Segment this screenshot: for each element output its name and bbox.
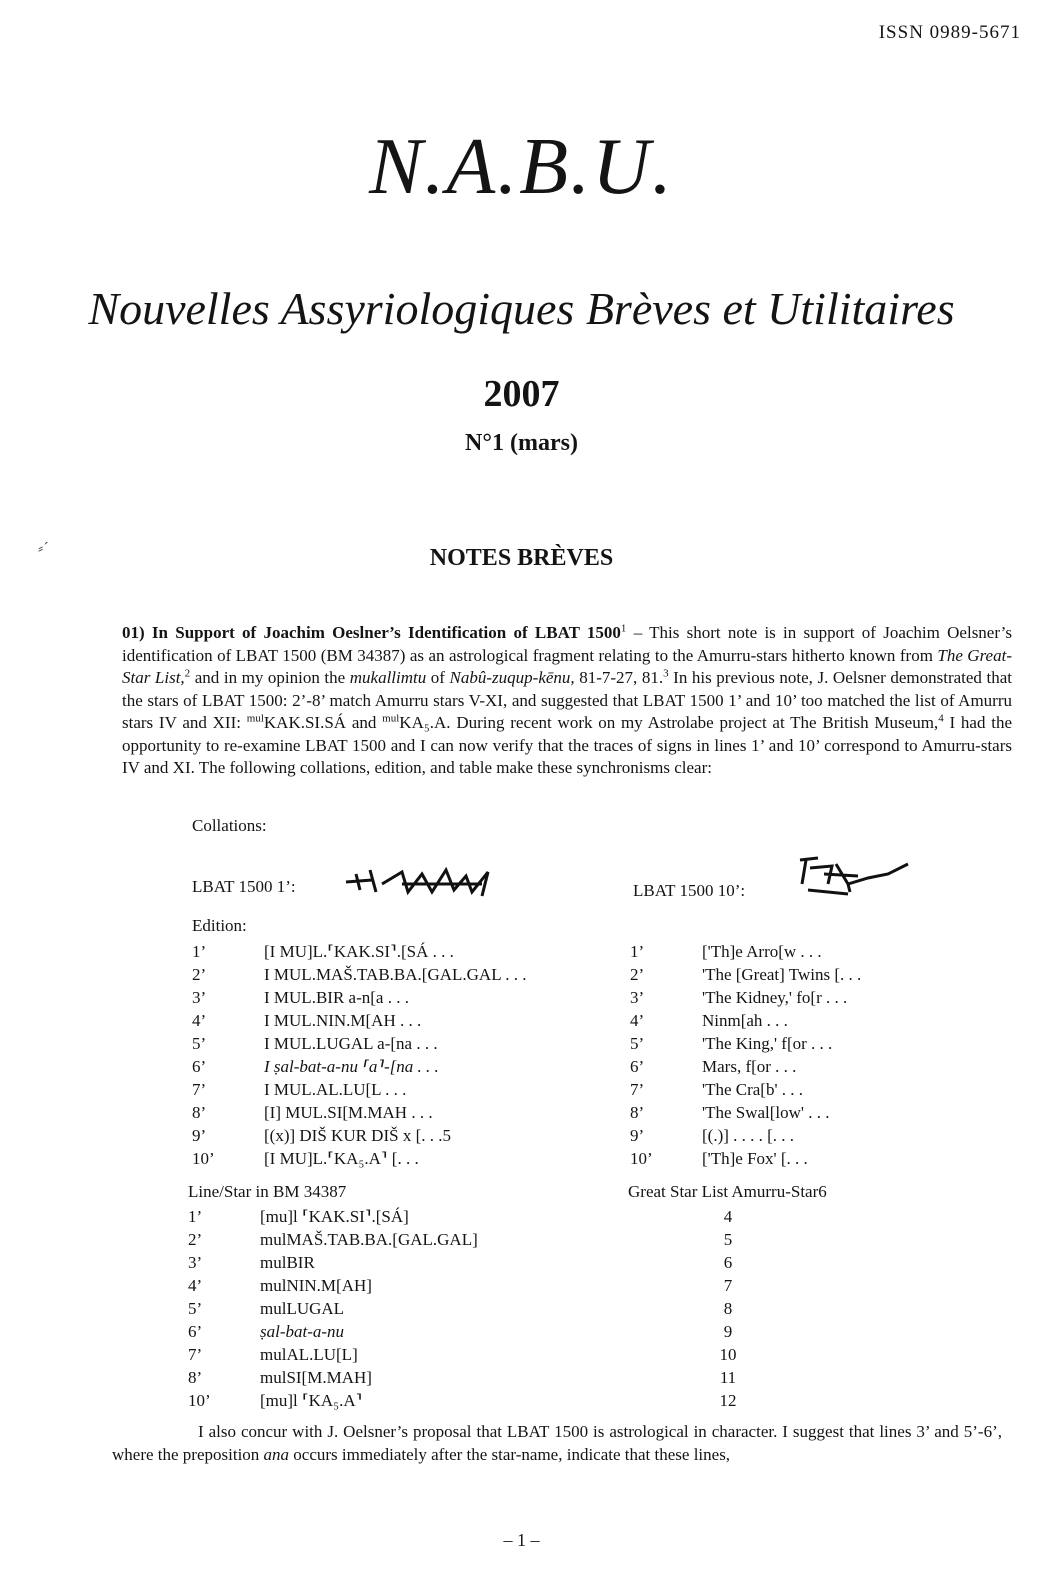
amurru-number: 11 bbox=[719, 1368, 737, 1387]
amurru-number: 9 bbox=[723, 1322, 733, 1341]
table-row bbox=[188, 1320, 478, 1343]
line-text: [(x)] DIŠ KUR DIŠ x [. . .5 bbox=[264, 1126, 451, 1145]
star-name: [mu]l ⸢KA₅.A⸣ bbox=[260, 1391, 363, 1410]
list-item bbox=[192, 1009, 526, 1032]
list-item bbox=[192, 940, 526, 963]
line-number: 6’ bbox=[188, 1322, 203, 1341]
text: and in my opinion the bbox=[190, 668, 350, 687]
star-name: mulSI[M.MAH] bbox=[260, 1368, 372, 1387]
line-number: 5’ bbox=[630, 1034, 645, 1053]
line-number: 3’ bbox=[188, 1253, 203, 1272]
table-left-header: Line/Star in BM 34387 bbox=[188, 1182, 347, 1201]
line-number: 2’ bbox=[188, 1230, 203, 1249]
list-item bbox=[192, 1147, 526, 1170]
edition-transliteration bbox=[192, 940, 526, 1170]
name-nabu: Nabû-zuqup-kēnu, bbox=[449, 668, 575, 687]
line-text: [I MU]L.⸢KA₅.A⸣ [. . . bbox=[264, 1149, 419, 1168]
edition-translation bbox=[630, 940, 861, 1170]
footnote-1: 1 bbox=[620, 622, 627, 635]
line-number: 5’ bbox=[192, 1034, 207, 1053]
line-number: 2’ bbox=[630, 965, 645, 984]
amurru-number: 12 bbox=[719, 1391, 737, 1410]
text: KA₅.A. During recent work on my Astrolabe project at The British Museum, bbox=[399, 713, 939, 732]
star-table-left bbox=[188, 1205, 478, 1412]
list-item bbox=[630, 1032, 861, 1055]
star-name: [mu]l ⸢KAK.SI⸣.[SÁ] bbox=[260, 1207, 409, 1226]
list-item bbox=[630, 1055, 861, 1078]
table-row bbox=[700, 1389, 756, 1412]
amurru-number: 10 bbox=[719, 1345, 737, 1364]
star-name: ṣal-bat-a-nu bbox=[260, 1322, 345, 1341]
issn-number: ISSN 0989-5671 bbox=[878, 22, 1021, 43]
line-number: 4’ bbox=[192, 1011, 207, 1030]
line-number: 8’ bbox=[630, 1103, 645, 1122]
line-text: I MUL.LUGAL a-[na . . . bbox=[264, 1034, 438, 1053]
line-text: 'The Swal[low' . . . bbox=[702, 1103, 830, 1122]
line-number: 3’ bbox=[630, 988, 645, 1007]
table-row bbox=[700, 1274, 756, 1297]
text: I had the opportunity to re-examine LBAT 1500 and I can now verify that the traces of signs in lines 1’ and 10’ correspond to Amurru-stars IV and XI. The following collations, edition, and table make these synchronisms clear: bbox=[122, 713, 1012, 777]
margin-mark: ⸗ˊ bbox=[38, 540, 49, 557]
amurru-number: 4 bbox=[723, 1207, 733, 1226]
list-item bbox=[630, 1101, 861, 1124]
table-row bbox=[700, 1366, 756, 1389]
line-number: 1’ bbox=[630, 942, 645, 961]
journal-subtitle: Nouvelles Assyriologiques Brèves et Utilitaires bbox=[88, 283, 955, 334]
table-row bbox=[188, 1274, 478, 1297]
star-name: mulMAŠ.TAB.BA.[GAL.GAL] bbox=[260, 1230, 478, 1249]
line-text: ['Th]e Arro[w . . . bbox=[702, 942, 822, 961]
line-text: I MUL.MAŠ.TAB.BA.[GAL.GAL . . . bbox=[264, 965, 527, 984]
line-number: 8’ bbox=[188, 1368, 203, 1387]
table-row bbox=[700, 1251, 756, 1274]
table-row bbox=[700, 1205, 756, 1228]
list-item bbox=[192, 1101, 526, 1124]
determinative: mul bbox=[382, 712, 400, 725]
table-right-header: Great Star List Amurru-Star6 bbox=[628, 1182, 827, 1201]
line-text: [(.)] . . . . [. . . bbox=[702, 1126, 795, 1145]
line-number: 2’ bbox=[192, 965, 207, 984]
list-item bbox=[630, 1124, 861, 1147]
text: I also concur with J. Oelsner’s proposal that LBAT 1500 is astrological in character. I suggest that lines 3’ and 5’-6’, where the preposition bbox=[112, 1422, 1002, 1464]
list-item bbox=[192, 1124, 526, 1147]
list-item bbox=[630, 940, 861, 963]
table-row bbox=[188, 1343, 478, 1366]
footnote-4: 4 bbox=[938, 712, 944, 725]
collations-label: Collations: bbox=[192, 816, 267, 835]
edition-label: Edition: bbox=[192, 916, 247, 935]
note-heading: 01) In Support of Joachim Oeslner’s Identification of LBAT 1500 bbox=[122, 623, 621, 642]
line-number: 3’ bbox=[192, 988, 207, 1007]
table-row bbox=[188, 1228, 478, 1251]
line-number: 1’ bbox=[192, 942, 207, 961]
line-number: 10’ bbox=[188, 1391, 211, 1410]
list-item bbox=[630, 986, 861, 1009]
line-number: 9’ bbox=[192, 1126, 207, 1145]
line-number: 8’ bbox=[192, 1103, 207, 1122]
line-text: [I] MUL.SI[M.MAH . . . bbox=[264, 1103, 433, 1122]
table-row bbox=[700, 1320, 756, 1343]
list-item bbox=[192, 1032, 526, 1055]
cuneiform-sign-drawing bbox=[342, 862, 492, 904]
line-number: 6’ bbox=[630, 1057, 645, 1076]
amurru-number: 6 bbox=[723, 1253, 733, 1272]
line-number: 4’ bbox=[630, 1011, 645, 1030]
footnote-2: 2 bbox=[184, 667, 191, 680]
line-number: 5’ bbox=[188, 1299, 203, 1318]
amurru-number: 5 bbox=[723, 1230, 733, 1249]
line-text: 'The Cra[b' . . . bbox=[702, 1080, 804, 1099]
cuneiform-sign-drawing bbox=[788, 854, 913, 904]
line-text: 'The Kidney,' fo[r . . . bbox=[702, 988, 848, 1007]
line-number: 6’ bbox=[192, 1057, 207, 1076]
star-name: mulAL.LU[L] bbox=[260, 1345, 358, 1364]
line-number: 10’ bbox=[630, 1149, 653, 1168]
table-row bbox=[700, 1343, 756, 1366]
list-item bbox=[192, 1078, 526, 1101]
line-number: 7’ bbox=[630, 1080, 645, 1099]
text: KAK.SI.SÁ and bbox=[263, 713, 383, 732]
line-number: 10’ bbox=[192, 1149, 215, 1168]
table-row bbox=[188, 1251, 478, 1274]
star-name: mulLUGAL bbox=[260, 1299, 345, 1318]
list-item bbox=[630, 1147, 861, 1170]
journal-logo: N.A.B.U. bbox=[369, 123, 674, 211]
table-row bbox=[188, 1297, 478, 1320]
line-text: 'The King,' f[or . . . bbox=[702, 1034, 833, 1053]
footnote-3: 3 bbox=[663, 667, 669, 680]
note-paragraph bbox=[122, 622, 1012, 780]
text: occurs immediately after the star-name, indicate that these lines, bbox=[289, 1445, 731, 1464]
text: of bbox=[426, 668, 450, 687]
table-row bbox=[700, 1297, 756, 1320]
text: 81-7-27, 81. bbox=[574, 668, 664, 687]
list-item bbox=[630, 1078, 861, 1101]
list-item bbox=[630, 1009, 861, 1032]
list-item bbox=[192, 1055, 526, 1078]
list-item bbox=[192, 986, 526, 1009]
line-text: I MUL.BIR a-n[a . . . bbox=[264, 988, 409, 1007]
page-number: – 1 – bbox=[503, 1530, 540, 1550]
table-row bbox=[188, 1366, 478, 1389]
table-row bbox=[188, 1205, 478, 1228]
star-table-right bbox=[700, 1205, 756, 1412]
line-text: Ninm[ah . . . bbox=[702, 1011, 788, 1030]
line-number: 7’ bbox=[188, 1345, 203, 1364]
collation-left-label: LBAT 1500 1’: bbox=[192, 877, 296, 896]
volume-year: 2007 bbox=[483, 373, 560, 415]
term-mukallimtu: mukallimtu bbox=[349, 668, 427, 687]
table-row bbox=[188, 1389, 478, 1412]
line-text: ['Th]e Fox' [. . . bbox=[702, 1149, 808, 1168]
line-text: [I MU]L.⸢KAK.SI⸣.[SÁ . . . bbox=[264, 942, 454, 961]
text: – This short note is in support of Joachim Oelsner’s identification of LBAT 1500 (BM 34387) as an astrological fragment relating to the Amurru-stars hitherto known from bbox=[122, 623, 1012, 665]
line-number: 9’ bbox=[630, 1126, 645, 1145]
section-title: NOTES BRÈVES bbox=[429, 545, 614, 571]
determinative: mul bbox=[246, 712, 264, 725]
title-great-star-list: The Great-Star List, bbox=[122, 645, 1012, 687]
amurru-number: 8 bbox=[723, 1299, 733, 1318]
line-text: 'The [Great] Twins [. . . bbox=[702, 965, 862, 984]
line-number: 4’ bbox=[188, 1276, 203, 1295]
issue-number: N°1 (mars) bbox=[465, 430, 578, 456]
table-row bbox=[700, 1228, 756, 1251]
collation-right-label: LBAT 1500 10’: bbox=[633, 881, 746, 900]
list-item bbox=[630, 963, 861, 986]
line-text: I ṣal-bat-a-nu ⸢a⸣-[na . . . bbox=[264, 1057, 439, 1076]
amurru-number: 7 bbox=[723, 1276, 733, 1295]
line-number: 7’ bbox=[192, 1080, 207, 1099]
line-text: I MUL.AL.LU[L . . . bbox=[264, 1080, 407, 1099]
star-name: mulNIN.M[AH] bbox=[260, 1276, 372, 1295]
list-item bbox=[192, 963, 526, 986]
line-text: I MUL.NIN.M[AH . . . bbox=[264, 1011, 422, 1030]
line-number: 1’ bbox=[188, 1207, 203, 1226]
term-ana: ana bbox=[263, 1445, 290, 1464]
text: In his previous note, J. Oelsner demonstrated that the stars of LBAT 1500: 2’-8’ match Amurru stars V-XI, and suggested that LBAT 1500 1’ and 10’ too matched the list of Amurru stars IV and XII: bbox=[122, 668, 1012, 732]
closing-paragraph bbox=[112, 1420, 1002, 1466]
star-name: mulBIR bbox=[260, 1253, 315, 1272]
line-text: Mars, f[or . . . bbox=[702, 1057, 797, 1076]
